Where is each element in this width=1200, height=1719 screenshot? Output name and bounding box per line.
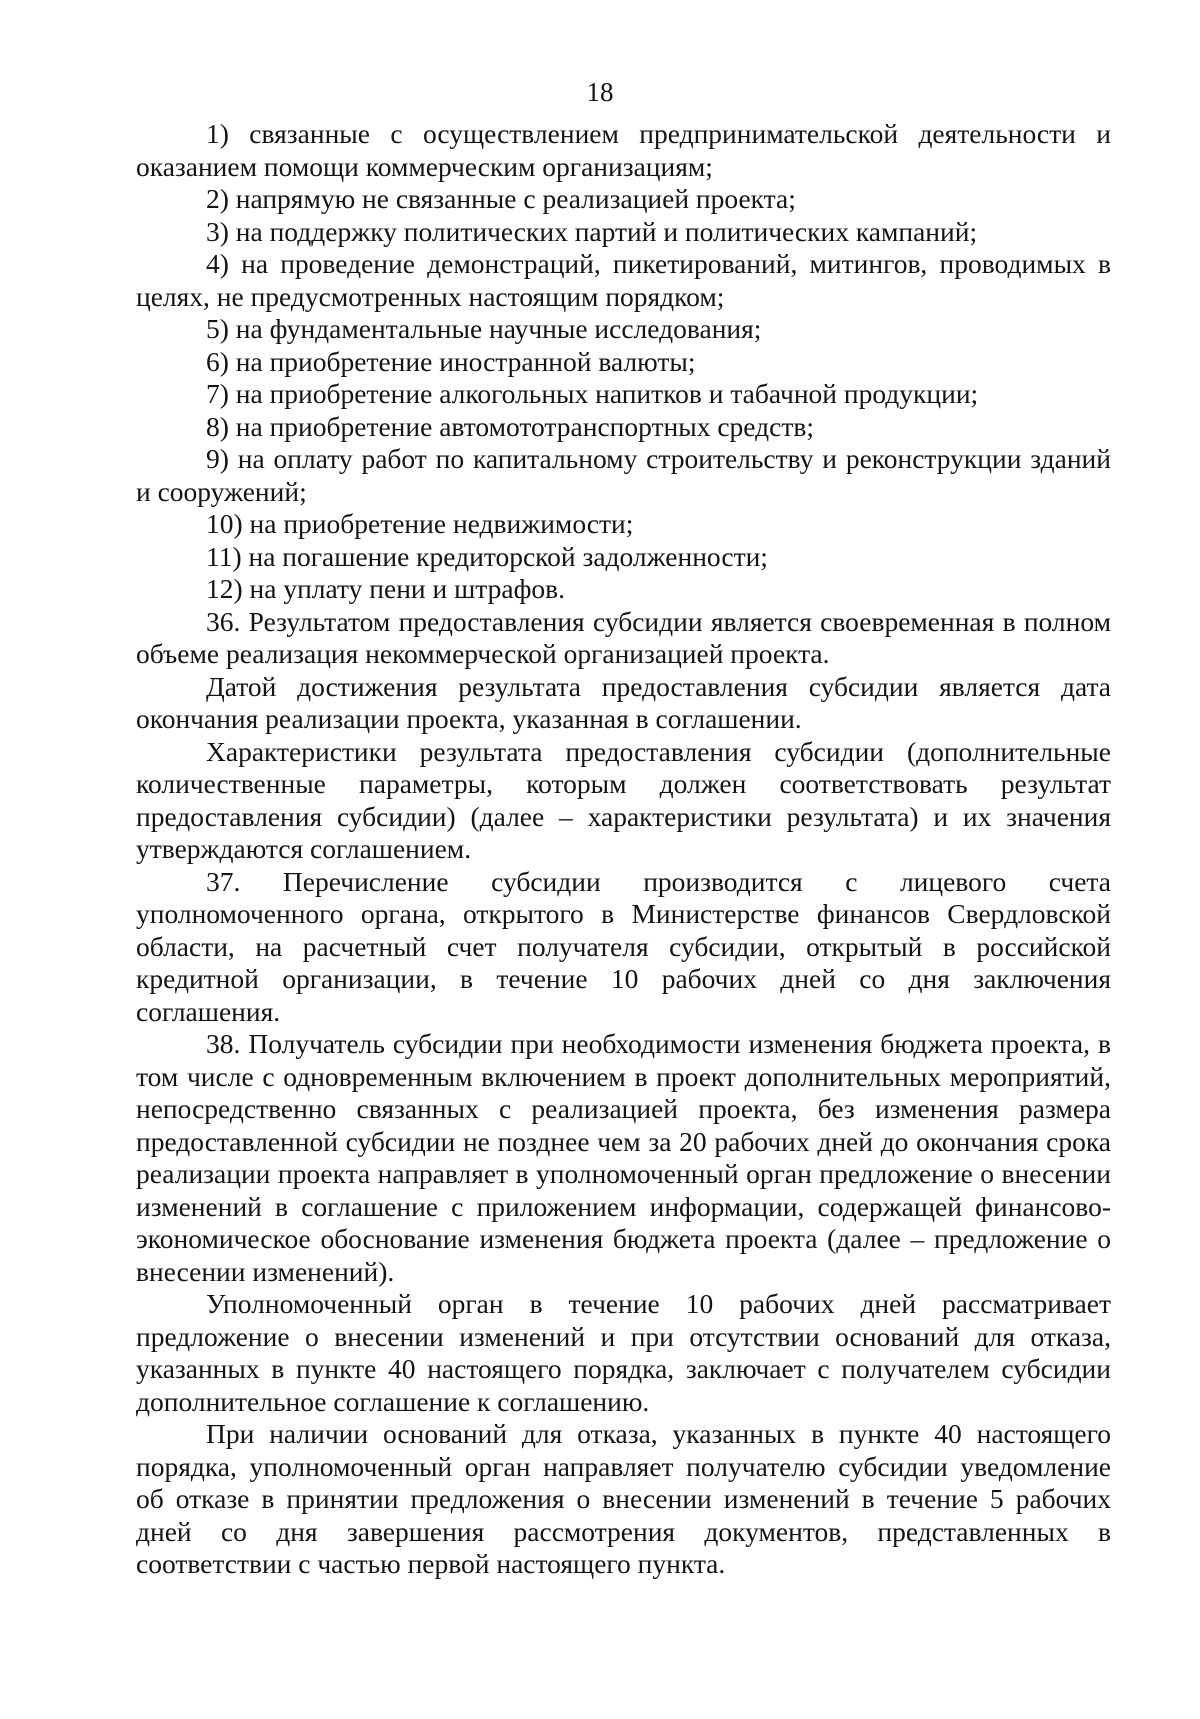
document-body xyxy=(136,118,1111,1581)
list-item-12: 12) на уплату пени и штрафов. xyxy=(206,573,566,604)
list-item-3: 3) на поддержку политических партий и политических кампаний; xyxy=(206,215,978,247)
list-item-8: 8) на приобретение автомототранспортных средств; xyxy=(206,410,814,442)
list-item-7: 7) на приобретение алкогольных напитков и табачной продукции; xyxy=(206,378,979,409)
list-item-6: 6) на приобретение иностранной валюты; xyxy=(206,345,696,377)
list-item-2: 2) напрямую не связанные с реализацией проекта; xyxy=(206,183,796,214)
clause-38-refusal: При наличии оснований для отказа, указанных в пункте 40 настоящего порядка, уполномоченный орган направляет получателю субсидии уведомление об отказе в принятии предложения о внесении изменений в течение 5 рабочих дней со дня завершения рассмотрения документов, представленных в соответствии с частью первой настоящего пункта. xyxy=(136,1418,1111,1579)
list-item-9: 9) на оплату работ по капитальному строительству и реконструкции зданий и сооружений; xyxy=(136,443,1111,507)
clause-38: 38. Получатель субсидии при необходимости изменения бюджета проекта, в том числе с одновременным включением в проект дополнительных мероприятий, непосредственно связанных с реализацией проекта, без изменения размера предоставленной субсидии не позднее чем за 20 рабочих дней до окончания срока реализации проекта направляет в уполномоченный орган предложение о внесении изменений в соглашение с приложением информации, содержащей финансово-экономическое обоснование изменения бюджета проекта (далее – предложение о внесении изменений). xyxy=(136,1028,1111,1287)
list-item-10: 10) на приобретение недвижимости; xyxy=(206,508,634,539)
list-item-11: 11) на погашение кредиторской задолженности; xyxy=(206,540,768,572)
list-item-1: 1) связанные с осуществлением предпринимательской деятельности и оказанием помощи коммерческим организациям; xyxy=(136,118,1111,182)
clause-36: 36. Результатом предоставления субсидии является своевременная в полном объеме реализация некоммерческой организацией проекта. xyxy=(136,605,1111,669)
clause-37: 37. Перечисление субсидии производится с лицевого счета уполномоченного органа, открытого в Министерстве финансов Свердловской области, на расчетный счет получателя субсидии, открытый в российской кредитной организации, в течение 10 рабочих дней со дня заключения соглашения. xyxy=(136,865,1111,1027)
clause-38-review: Уполномоченный орган в течение 10 рабочих дней рассматривает предложение о внесении изменений и при отсутствии оснований для отказа, указанных в пункте 40 настоящего порядка, заключает с получателем субсидии дополнительное соглашение к соглашению. xyxy=(136,1288,1111,1417)
clause-36-result-characteristics: Характеристики результата предоставления субсидии (дополнительные количественные параметры, которым должен соответствовать результат предоставления субсидии) (далее – характеристики результата) и их значения утверждаются соглашением. xyxy=(136,735,1111,864)
list-item-4: 4) на проведение демонстраций, пикетирований, митингов, проводимых в целях, не предусмотренных настоящим порядком; xyxy=(136,248,1111,312)
page-number: 18 xyxy=(586,77,614,107)
clause-36-result-date: Датой достижения результата предоставления субсидии является дата окончания реализации проекта, указанная в соглашении. xyxy=(136,670,1111,734)
list-item-5: 5) на фундаментальные научные исследования; xyxy=(206,313,762,344)
